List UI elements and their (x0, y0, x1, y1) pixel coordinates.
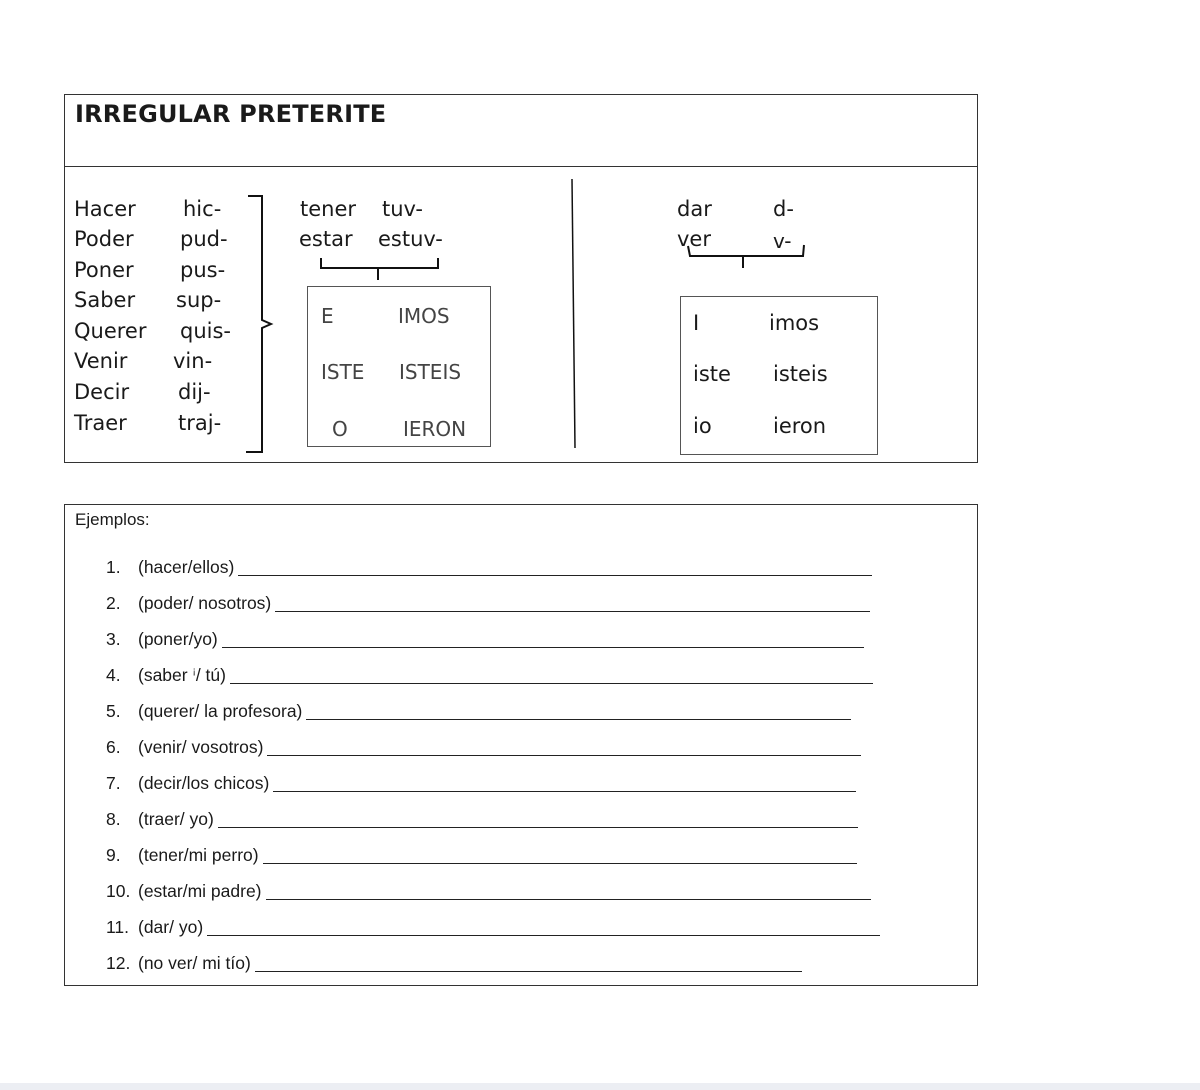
verb-stem: vin- (173, 349, 213, 373)
verb-stem: quis- (180, 319, 231, 343)
verb-stem: dij- (178, 380, 211, 404)
exercise-prompt: (traer/ yo) (138, 809, 214, 829)
verb-stem: hic- (183, 197, 222, 221)
exercise-row (106, 664, 873, 686)
exercise-prompt-end: / tú) (195, 665, 226, 685)
exercise-row (106, 880, 871, 902)
exercise-prompt: (querer/ la profesora) (138, 701, 303, 721)
exercise-prompt: (tener/mi perro) (138, 845, 259, 865)
exercise-number: 2. (106, 593, 121, 613)
ending: io (693, 414, 712, 438)
answer-blank[interactable] (306, 718, 851, 720)
ejemplos-label: Ejemplos: (75, 510, 150, 529)
ending: IMOS (398, 304, 450, 328)
verb-stem: pus- (180, 258, 226, 282)
verb-infinitive: dar (677, 197, 712, 221)
ending: iste (693, 362, 731, 386)
exercise-number: 9. (106, 845, 121, 865)
exercise-number: 11. (106, 917, 130, 937)
verb-infinitive: Venir (74, 349, 128, 373)
answer-blank[interactable] (255, 970, 802, 972)
exercise-row (106, 772, 856, 794)
exercise-number: 7. (106, 773, 121, 793)
verb-infinitive: estar (299, 227, 353, 251)
verb-stem: pud- (180, 227, 228, 251)
answer-blank[interactable] (275, 610, 870, 612)
answer-blank[interactable] (267, 754, 861, 756)
exercise-number: 4. (106, 665, 121, 685)
ending: isteis (773, 362, 828, 386)
verb-infinitive: Poder (74, 227, 134, 251)
answer-blank[interactable] (207, 934, 880, 936)
exercise-row (106, 628, 864, 650)
verb-stem: d- (773, 197, 794, 221)
exercise-prompt: (dar/ yo) (138, 917, 204, 937)
exercise-row (106, 808, 858, 830)
answer-blank[interactable] (230, 682, 873, 684)
exercise-prompt: (hacer/ellos) (138, 557, 235, 577)
exercise-row (106, 736, 861, 758)
exercise-row (106, 592, 870, 614)
answer-blank[interactable] (238, 574, 872, 576)
exercise-row (106, 556, 872, 578)
verb-infinitive: Traer (74, 411, 127, 435)
verb-stem: estuv- (378, 227, 443, 251)
exercise-number: 6. (106, 737, 121, 757)
exercise-row (106, 844, 857, 866)
exercise-number: 5. (106, 701, 121, 721)
verb-infinitive: Hacer (74, 197, 136, 221)
ending: ISTE (321, 360, 365, 384)
verb-infinitive: tener (300, 197, 357, 221)
ending: E (321, 304, 334, 328)
verb-infinitive: Saber (74, 288, 136, 312)
exercise-row (106, 952, 802, 974)
verb-stem: v- (773, 229, 792, 253)
exercise-prompt: (poner/yo) (138, 629, 218, 649)
answer-blank[interactable] (273, 790, 856, 792)
exercise-number: 10. (106, 881, 131, 901)
answer-blank[interactable] (263, 862, 857, 864)
exercise-prompt: (poder/ nosotros) (138, 593, 272, 613)
verb-stem: traj- (178, 411, 222, 435)
page-title: IRREGULAR PRETERITE (75, 100, 387, 128)
verb-infinitive: Poner (74, 258, 134, 282)
ending: IERON (403, 417, 467, 441)
exercise-prompt-mark: ¡ (192, 666, 196, 678)
ending: ISTEIS (399, 360, 462, 384)
exercise-prompt: (no ver/ mi tío) (138, 953, 251, 973)
page-bottom-strip (0, 1083, 1200, 1090)
verb-infinitive: ver (677, 227, 711, 251)
verb-stem: tuv- (382, 197, 423, 221)
exercise-row (106, 916, 880, 938)
verb-stem: sup- (176, 288, 222, 312)
ending: imos (769, 311, 820, 335)
exercise-prompt: (venir/ vosotros) (138, 737, 264, 757)
exercise-prompt: (estar/mi padre) (138, 881, 262, 901)
verb-infinitive: Decir (74, 380, 130, 404)
exercise-number: 1. (106, 557, 121, 577)
exercise-number: 12. (106, 953, 131, 973)
title-row (65, 95, 977, 167)
exercise-prompt: (decir/los chicos) (138, 773, 270, 793)
exercise-prompt-start: (saber (138, 665, 193, 685)
answer-blank[interactable] (222, 646, 864, 648)
ending: I (693, 311, 700, 335)
ending: O (332, 417, 348, 441)
answer-blank[interactable] (218, 826, 858, 828)
verb-infinitive: Querer (74, 319, 147, 343)
exercise-prompt (138, 665, 226, 686)
ending: ieron (773, 414, 827, 438)
exercise-number: 8. (106, 809, 121, 829)
exercise-number: 3. (106, 629, 121, 649)
answer-blank[interactable] (266, 898, 871, 900)
exercise-row (106, 700, 851, 722)
